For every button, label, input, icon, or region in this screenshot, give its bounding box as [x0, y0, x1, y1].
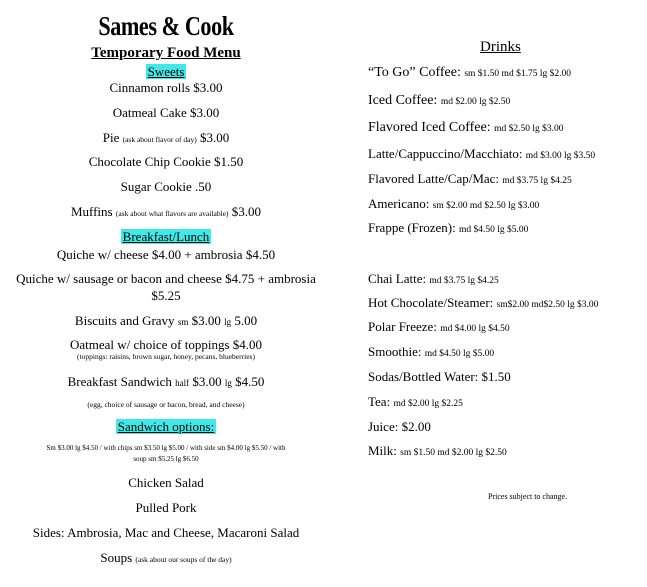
item-pie	[0, 129, 332, 148]
drink-name: Milk:	[368, 443, 397, 458]
biscuits-sm: sm	[177, 317, 189, 327]
breakfast-heading: Breakfast/Lunch	[122, 229, 210, 244]
section-sandwiches	[0, 419, 332, 435]
section-sweets	[0, 64, 332, 80]
item-pulled-pork: Pulled Pork	[135, 500, 197, 515]
item-chocolate-chip-cookie: Chocolate Chip Cookie $1.50	[88, 154, 244, 169]
drink-row	[368, 220, 647, 238]
drink-name: Flavored Iced Coffee:	[368, 120, 491, 135]
muffins-note: (ask about what flavors are available)	[115, 209, 229, 218]
soups-label: Soups	[100, 550, 133, 565]
sweets-heading: Sweets	[147, 64, 185, 79]
drink-row	[368, 369, 647, 385]
drink-sizes: md $4.50 lg $5.00	[424, 349, 495, 359]
item-quiche-meat: Quiche w/ sausage or bacon and cheese $4.75 + ambrosia $5.25	[16, 271, 316, 303]
item-biscuits-gravy	[0, 312, 332, 331]
drink-sizes: sm $2.00 md $2.50 lg $3.00	[432, 201, 540, 211]
drink-name: Latte/Cappuccino/Macchiato:	[368, 146, 523, 161]
item-cinnamon-rolls: Cinnamon rolls $3.00	[109, 80, 223, 95]
page-title: Sames & Cook	[98, 11, 234, 41]
sandwich-heading: Sandwich options:	[117, 419, 215, 434]
drink-row	[368, 295, 647, 313]
drink-sizes: md $2.00 lg $2.50	[440, 97, 511, 107]
biscuits-label: Biscuits and Gravy	[74, 313, 175, 328]
breakfast-sandwich-note: (egg, choice of sausage or bacon, bread, and cheese)	[87, 400, 245, 409]
drink-row	[368, 419, 647, 435]
item-soups	[0, 549, 332, 568]
oatmeal-toppings-note: (toppings: raisins, brown sugar, honey, pecans, blueberries)	[77, 352, 255, 361]
biscuits-sm-price: $3.00	[191, 313, 221, 328]
prices-note: Prices subject to change.	[488, 492, 568, 501]
sandwich-lg-price: $4.50	[235, 374, 265, 389]
drink-sizes: sm$2.00 md$2.50 lg $3.00	[496, 300, 599, 310]
drink-sizes: md $4.50 lg $5.00	[458, 225, 529, 235]
soups-note: (ask about our soups of the day)	[135, 555, 232, 564]
sandwich-half: half	[175, 378, 190, 388]
sandwich-label: Breakfast Sandwich	[67, 374, 172, 389]
sandwich-half-price: $3.00	[192, 374, 222, 389]
drink-row	[368, 271, 647, 289]
drink-row	[368, 394, 647, 412]
item-muffins	[0, 203, 332, 222]
drink-name: Polar Freeze:	[368, 319, 437, 334]
drink-sizes: sm $1.50 md $1.75 lg $2.00	[464, 69, 571, 79]
drink-sizes: $1.50	[481, 369, 511, 384]
drink-name: Iced Coffee:	[368, 93, 438, 108]
sandwich-pricing-line1: Sm $3.00 lg $4.50 / with chips sm $3.50 lg $5.00 / with side sm $4.00 lg $5.50 / with	[46, 444, 286, 452]
drink-row	[368, 65, 647, 82]
pie-price: $3.00	[200, 130, 230, 145]
pie-note: (ask about flavor of day)	[122, 135, 197, 144]
drink-row	[368, 93, 647, 110]
biscuits-lg-price: 5.00	[234, 313, 258, 328]
muffins-label: Muffins	[70, 204, 113, 219]
drink-name: Smoothie:	[368, 344, 422, 359]
item-quiche-cheese: Quiche w/ cheese $4.00 + ambrosia $4.50	[56, 247, 276, 262]
drink-name: Chai Latte:	[368, 271, 427, 286]
drink-sizes: md $2.00 lg $2.25	[393, 399, 463, 409]
drink-name: Juice:	[368, 419, 399, 434]
sandwich-pricing-line2: soup sm $5.25 lg $6.50	[133, 455, 199, 463]
drink-name: “To Go” Coffee:	[368, 65, 461, 80]
drink-sizes: md $4.00 lg $4.50	[440, 324, 510, 334]
drinks-heading: Drinks	[480, 39, 521, 55]
drink-row	[368, 120, 647, 137]
drink-name: Frappe (Frozen):	[368, 220, 456, 235]
item-breakfast-sandwich	[0, 373, 332, 392]
sandwich-lg: lg	[224, 378, 232, 388]
drink-name: Hot Chocolate/Steamer:	[368, 295, 494, 310]
drink-row	[368, 171, 647, 189]
drink-name: Americano:	[368, 196, 430, 211]
section-breakfast	[0, 229, 332, 245]
drink-sizes: md $2.50 lg $3.00	[494, 124, 564, 134]
drink-row	[368, 196, 647, 214]
drink-name: Flavored Latte/Cap/Mac:	[368, 171, 500, 186]
drink-name: Tea:	[368, 394, 391, 409]
menu-subtitle: Temporary Food Menu	[91, 45, 241, 61]
item-oatmeal-cake: Oatmeal Cake $3.00	[112, 105, 220, 120]
drink-name: Sodas/Bottled Water:	[368, 369, 479, 384]
drink-row	[368, 344, 647, 362]
item-sugar-cookie: Sugar Cookie .50	[120, 179, 212, 194]
biscuits-lg: lg	[224, 317, 232, 327]
pie-label: Pie	[102, 130, 120, 145]
drink-sizes: $2.00	[401, 419, 431, 434]
drink-row	[368, 146, 647, 164]
item-sides: Sides: Ambrosia, Mac and Cheese, Macaroni Salad	[32, 525, 300, 540]
drink-sizes: sm $1.50 md $2.00 lg $2.50	[400, 448, 507, 458]
drink-row	[368, 319, 647, 337]
item-chicken-salad: Chicken Salad	[128, 475, 204, 490]
muffins-price: $3.00	[231, 204, 262, 219]
drink-sizes: md $3.75 lg $4.25	[429, 276, 499, 286]
drink-row	[368, 443, 647, 461]
item-oatmeal: Oatmeal w/ choice of toppings $4.00	[69, 337, 263, 352]
drink-sizes: md $3.75 lg $4.25	[502, 176, 572, 186]
drink-sizes: md $3.00 lg $3.50	[525, 151, 596, 161]
